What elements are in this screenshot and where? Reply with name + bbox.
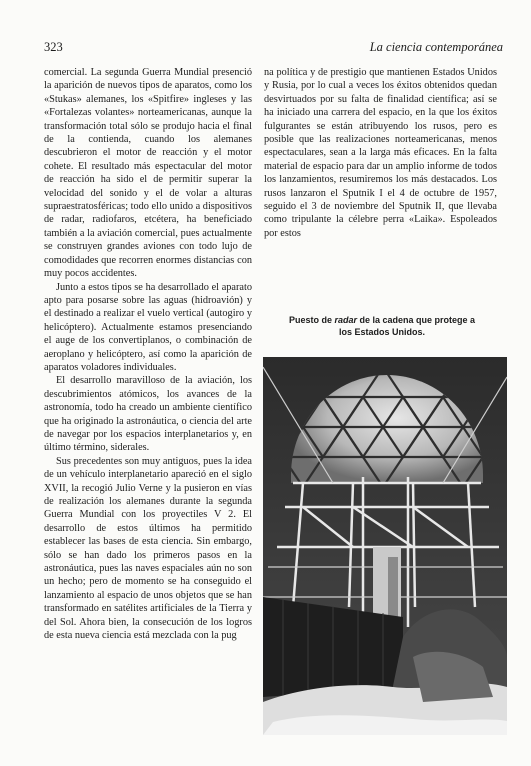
paragraph: comercial. La segunda Guerra Mundial presenció la aparición de nuevos tipos de aparatos, como los «Stukas» alemanes, los «Spitfire» ingleses y las «Fortalezas volantes» norteamericanas, aunque la transformación total sólo se produjo hacia el final de la contienda, cuando los alemanes descubrieron el motor de reacción y el motor cohete. El resultado más espectacular del motor de reacción ha sido el de permitir superar la velocidad del sonido y el de volar a alturas supraestratosféricas; todo ello unido a dispositivos de radar, radiofaros, etcétera, ha beneficiado también a la aviación comercial, pues actualmente se construyen grandes aviones con todo lujo de comodidades que recorren enormes distancias con muy pocos accidentes.: [44, 67, 252, 280]
figure-caption: [282, 314, 482, 338]
radar-station-photo: [263, 357, 507, 735]
paragraph: Sus precedentes son muy antiguos, pues la idea de un vehículo interplanetario apareció en el siglo XVII, la recogió Julio Verne y la pusieron en vías de realización los alemanes durante la segunda Guerra Mundial con los proyectiles V 2. El desarrollo de estos últimos ha permitido establecer las bases de esta ciencia. Sin embargo, sólo se han dado los primeros pasos en la astronáutica, pues las naves espaciales aún no son un hecho; pero de momento se ha conseguido el lanzamiento al espacio de unos objetos que se han transformado en satélites artificiales de la Tierra y del Sol. Ahora bien, la consecución de los logros de esta nueva ciencia está mezclada con la pug: [44, 455, 252, 642]
paragraph: Junto a estos tipos se ha desarrollado el aparato apto para posarse sobre las aguas (hidroavión) y el destinado a realizar el vuelo vertical (autogiro y helicóptero). Actualmente estamos presenciando el auge de los convertiplanos, o combinación de aeroplano y helicóptero, así como la aparición de aparatos voladores individuales.: [44, 281, 252, 373]
paragraph: El desarrollo maravilloso de la aviación, los descubrimientos atómicos, los avances de la astronomía, todo ha creado un ambiente científico que ha originado la astronáutica, o ciencia del arte de navegar por los espacios interplanetarios y, en último término, siderales.: [44, 375, 252, 454]
caption-text: de la cadena que protege a los Estados Unidos.: [338, 315, 476, 337]
left-text-column: [44, 66, 252, 642]
right-text-column: [264, 66, 497, 240]
paragraph: na política y de prestigio que mantienen Estados Unidos y Rusia, por lo cual a veces los éxitos obtenidos quedan desvirtuados por su falta de finalidad científica; así se ha iniciado una carrera del espacio, en la que los éxitos fulgurantes se están atribuyendo los rusos, pero es posible que las realizaciones norteamericanas, menos espectaculares, sean a la larga más eficaces. En la falta material de espacio para dar un amplio informe de todos los lanzamientos, resumiremos los más destacados. Los rusos lanzaron el Sputnik I el 4 de octubre de 1957, seguido el 3 de noviembre del Sputnik II, que llevaba como tripulante la célebre perra «Laika». Espoleados por estos: [264, 67, 497, 239]
running-title: La ciencia contemporánea: [369, 40, 503, 54]
page-header: [44, 40, 503, 56]
page-number: 323: [44, 40, 63, 54]
caption-italic-word: radar: [334, 315, 357, 325]
caption-text: Puesto de: [288, 315, 335, 325]
